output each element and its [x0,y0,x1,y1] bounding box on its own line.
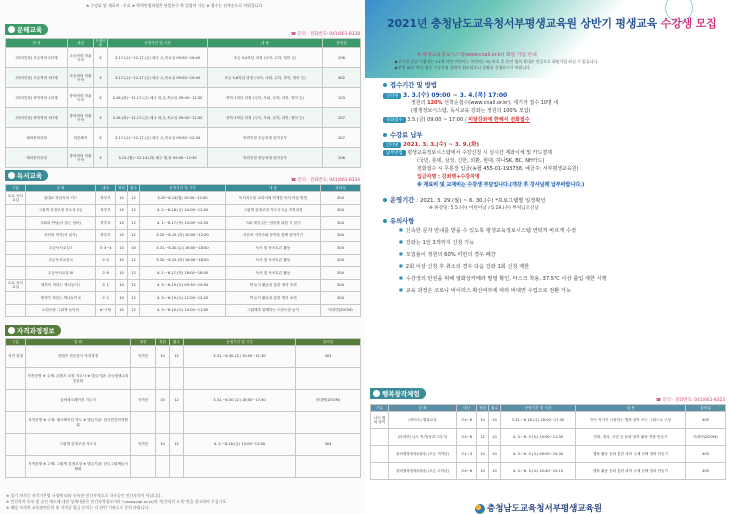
table-cell [170,456,184,478]
table-cell: 207 [323,128,361,148]
page-title: 2021년 충청남도교육청서부평생교육원 상반기 평생교육 수강생 모집 [387,17,717,30]
table-cell: 자격증 [131,346,156,368]
table-cell: 10 [116,254,128,267]
table-cell: 초4~6 [457,412,477,429]
table-cell: 열대로 학습독서 키드 [26,192,96,205]
table-cell: 토요 독서 교실 [6,279,26,292]
column-header: 대상 [131,339,156,346]
table-row [6,292,361,305]
table-cell: 책 놀이 활동을 통한 생각 표현 [226,279,321,292]
column-header: 운영기간 및 시간 [501,405,576,412]
table-cell: 그림책 감정코칭 지도사 2급 [26,204,96,217]
table-cell: 시와의 만남(시 읽는 엄마) [26,217,96,230]
cert-table [5,338,361,478]
note-item: ■ 강좌는 1인 3개까지 신청 가능 [399,239,474,246]
table-cell [6,242,26,255]
table-cell [131,368,156,390]
section-title: 자격과정정보 [17,326,55,335]
table-cell: 초등 5,6학년 과정 (국어, 사회, 수학, 과학, 영어 등) [208,68,323,88]
table-cell: 304 [321,204,361,217]
table-cell: 10 [156,434,170,456]
table-cell: 4. 2.~6.18.(금) 10:00~12:00 [184,434,296,456]
table-cell: 12 [170,434,184,456]
table-cell: 304 [321,229,361,242]
note-item: ■ 교육 과정은 코로나 바이러스 확산여부에 따라 비대면 수업으로 전환 가능 [399,287,571,294]
table-cell: 10 [489,429,501,446]
table-cell: 12 [128,254,140,267]
table-cell: 304 [321,242,361,255]
table-header [6,339,361,346]
column-header: 정원 [116,185,128,192]
section-title: 행복창작체험 [382,389,420,398]
table-cell: 10 [489,463,501,480]
table-cell: 3.15.(월)~12.14.(화) 매주 월,화 09:00~12:30 [108,148,208,168]
table-cell: 독서 및 독서토론 활동 [226,242,321,255]
table-cell: 10 [116,279,128,292]
table-cell: 학력인정 초등과정 한자공부 [208,128,323,148]
table-cell: 그림책 감정코칭 지도사 2급 자격과정 [226,204,321,217]
table-cell [6,292,26,305]
table-cell: 5 [94,148,108,168]
table-cell: 10 [477,412,489,429]
table-cell: 12 [170,346,184,368]
tag-phone: 전화접수 [383,117,406,123]
table-cell: 12 [128,304,140,317]
table-cell: 3.30.~6.15.(화) 16:00~18:00 [140,254,226,267]
table-cell: 비대면(ZOOM) [296,390,361,412]
table-cell [371,446,389,463]
table-row [371,412,726,429]
inquiry-phone: ☎ 문의 · 전화번호: 041)661-8328 [290,32,360,37]
table-cell: 10 [116,267,128,280]
table-cell: 자격증명 ※ 주제: 레크레이션 지도 ※ 발급기관: 한국민간자격협회 [26,412,131,434]
table-cell: 초등독서교실 III [26,267,96,280]
table-row [6,279,361,292]
section-period: 운영기간 : 2021. 3. 29.(월) ~ 6. 30.(수) *프로그램별 일정확인 [383,195,546,204]
table-cell: 10 [156,390,170,412]
table-cell: 3.17.(수)~12.17.(금) 매주 수,목요일 09:00~12:30 [108,128,208,148]
table-cell: 12 [128,292,140,305]
table-row [6,346,361,368]
table-row [6,88,361,108]
table-cell: 12 [128,217,140,230]
column-header: 대상 [457,405,477,412]
table-cell: 3.31.~6.30.(수) 16:00~17:30 [184,390,296,412]
table-cell: 초 2 [96,292,116,305]
table-cell [6,390,26,412]
circle-icon [8,172,15,179]
table-cell: 12 [128,267,140,280]
table-cell: 시와 세상 읽는 엄마를 위한 시 읽기 [226,217,321,230]
table-cell: 독서 및 독서토론 활동 [226,254,321,267]
table-cell: 그림책 감정코칭 지도사 [26,434,131,456]
apply-date: 3. 3.(수) 09:00 ~ 3. 4.(목) 17:00 [403,92,508,99]
table-cell: 생각이 자라는 책나들이 I [26,279,96,292]
table-cell: 10 [489,446,501,463]
table-cell: 15 [116,217,128,230]
column-header: 내 용 [576,405,686,412]
table-cell: 10 [116,304,128,317]
column-header: 내 용 [208,39,323,48]
table-cell: (비대면) 나도 작가(동화그리기) [389,429,457,446]
right-page: 2021년 충청남도교육청서부평생교육원 상반기 평생교육 수강생 모집 ※ 평생교육정보시스템(www.cnall.or.kr) 회원 가입 안내 ▶로그인 신규 이용자는 14세 미만 어린이는 어린이(~R) 보호 후 본인 명의 휴대폰 인증으로 회원가입 하실 수 있습니다. ▶본인 ID가 아닌 경우 수강신청 강좌가 취소되오니 강좌를 신청하시기 바랍니다. 접수기간 및 방법 인터넷 3. 3.(수) 09:00 ~ 3. 4.(목) 17:00 정원의 120% 선착순접수(www.cnall.or.kr), 대기자 접수 10명 내 (평생정보시스템, 독서교육 강좌는 정원의 100% 모집) 전화접수 3.5.(금) 09:00 ~ 17:00 / 미달강좌에 한해서 전화접수 수강료 납부 인터넷 2021. 3. 3.(수) ~ 3. 9.(화) 납부방법 평생교육정보시스템에서 수강신청 시 실시간 계좌이체 및 카드결제 (국민, 롯데, 삼성, 신한, 외환, 현대, 하나SK, BC, NH카드) 전화접수 시 무통장 입금(농협 455-01-193738, 예금주: 서부평생교육원) 입금자명 : 강좌명+수강자명 ※ 재료비 및 교재비는 수강생 부담입니다.(개강 후 강사님께 납부바랍니다.) 운영기간 : 2021. 3. 29.(월) ~ 6. 30.(수) *프로그램별 일정확인 ※ 휴강일: 5.5.(수) 어린이날 / 5.19.(수) 부처님오신날 유의사항 ■ 신속한 문자 안내를 받을 수 있도록 평생교육정보시스템 연락처 바르게 수정 ■ 강좌는 1인 3개까지 신청 가능 ■ 모집율이 정원의 60% 미만의 경우 폐강 ■ 2회 이상 신청 후 취소의 경우 다음 강좌 1회 신청 제한 ■ 수강생의 안전을 위해 열화상카메라 발열 확인, 마스크 착용, 37.5℃ 이상 출입 제한 시행 ■ 교육 과정은 코로나 바이러스 확산여부에 따라 비대면 수업으로 전환 가능 행복창작체험 ☎ 문의 · 전화번호: 041)661-8323 구분 강 좌 대상 정원 횟수 운영기간 및 시간 내 용 강의실 나도 행복 창작 (바이오) 행복교실 초4~6 10 10 3.31.~6.16.(수) 16:00~17:30 만든 작가가 사용하는 행복 창작 쓰는 그림으로 구성 405 (비대면) 나도 작가(동화그리기) 초4~6 12 10 4. 3.~6. 5.(토) 10:00~11:30 만화, 영상, 사진 등 문화 창작 활용 작품 만들기 비대면(ZOOM) 창의행복영화(테마) (초등 저학년) 초1~3 10 10 4. 3.~6. 5.(토) 09:00~10:30 행복 활동 동화 통한 과학 주제 선택 영화 만들기 405 창의행복영화(테마) (초등 고학년) 초4~6 10 10 4. 3.~6. 5.(토) 10:40~12:10 행복 활동 동화 통한 과학 주제 선택 영화 만들기 405 충청남도교육청서부평생교육원 [365,0,730,514]
tag-internet: 인터넷 [383,93,401,99]
column-header: 내 용 [226,185,321,192]
table-cell: 203 [323,88,361,108]
table-cell [184,368,296,390]
table-cell: (바이오) 행복교실 [389,412,457,429]
table-cell: 초4~6 [457,429,477,446]
table-cell: 중학 1학년 과정 (국어, 사회, 수학, 과학, 영어 등) [208,88,323,108]
section-literacy-header [5,24,48,34]
table-cell [371,429,389,446]
table-cell: 비대면(ZOOM) [321,304,361,317]
table-cell: 실버레크레이션 지도사 [26,390,131,412]
table-cell [131,412,156,434]
table-cell: 10 [128,242,140,255]
table-cell: 402 [323,68,361,88]
table-cell: 304 [321,192,361,205]
column-header: 정원 [156,339,170,346]
column-header: 구분 [6,185,26,192]
table-cell: 5 [94,128,108,148]
table-cell: 초등독서교실 I [26,242,96,255]
table-row [6,242,361,255]
table-cell [184,412,296,434]
table-cell: 자격증 [131,390,156,412]
column-header: 과 정 [6,39,68,48]
table-cell: 4. 1.~6.17.(목) 10:00~12:00 [140,217,226,230]
circle-icon [373,390,380,397]
table-cell: 304 [321,292,361,305]
table-cell [6,217,26,230]
table-cell: 405 [686,412,726,429]
table-cell [6,229,26,242]
table-cell: 행복 활동 동화 통한 과학 주제 선택 영화 만들기 [576,446,686,463]
table-cell: (학력인정) 초등학력 3단계 [6,68,68,88]
table-cell: 토요 독서교실 [6,192,26,205]
table-cell [184,456,296,478]
table-cell [156,368,170,390]
table-cell: 15 [116,192,128,205]
column-header: 모집인원 [95,39,106,48]
table-cell [156,412,170,434]
footnote: ※ 해당 자격의 교육관련문의 및 자격증 발급 문의는 각 관련 기관으로 문의 바랍니다. [6,505,150,510]
section-payment: 수강료 납부 [383,130,423,139]
column-header: 횟수 [128,185,140,192]
circle-icon [8,26,15,33]
table-cell: 12 [128,279,140,292]
table-cell: 예비중학과정 [6,148,68,168]
table-cell [6,254,26,267]
table-cell: 304 [321,279,361,292]
table-cell: 206 [323,48,361,68]
table-cell [6,456,26,478]
table-row [6,456,361,478]
table-cell: 비대면(ZOOM) [686,429,726,446]
table-cell: 서산의 작가(서 읽기) [26,229,96,242]
table-cell [296,456,361,478]
table-cell: 10 [116,242,128,255]
column-header: 정원 [477,405,489,412]
table-header [6,39,361,48]
top-note: ※ 수강료 및 재료비 : 무료 ※ 학력인정과정은 단일본수 학 일정이 가능 ※ 접수는 선착순으로 이뤄집니다 [86,3,263,8]
table-cell [6,304,26,317]
table-cell: 207 [323,108,361,128]
table-row [371,446,726,463]
table-cell: 4. 3.~6. 5.(토) 10:40~12:10 [501,463,576,480]
table-cell: 학부모 [96,204,116,217]
table-cell: 학력인정 중등과정 한자공부 [208,148,323,168]
column-header: 대상 [96,185,116,192]
table-cell: 3.31.~6.30.(수) 10:00~11:30 [184,346,296,368]
table-row [6,304,361,317]
table-cell: 3.16.(화)~12.17.(금) 매주 화,수,목요일 09:00~12:30 [108,88,208,108]
reading-table [5,184,361,317]
column-header: 횟수 [489,405,501,412]
table-cell: 3.20~6.14(월) 10:00~12:00 [140,192,226,205]
table-cell: 12 [128,204,140,217]
table-cell: 만화, 영상, 사진 등 문화 창작 활용 작품 만들기 [576,429,686,446]
table-row [6,412,361,434]
table-cell: 4. 3.~6. 5.(토) 10:00~11:30 [501,429,576,446]
column-header: 강의실 [321,185,361,192]
table-cell: 중학학력 미취득자 [68,108,94,128]
table-cell: 3.16.(화)~12.17.(금) 매주 화,수,목요일 09:00~12:30 [108,108,208,128]
table-cell: 독서지도를 교과서에 연계한 독서 학습 방법 [226,192,321,205]
table-cell: 만든 작가가 사용하는 행복 창작 쓰는 그림으로 구성 [576,412,686,429]
table-cell: 자격 과정 [6,346,26,368]
table-cell: 생각이 자라는 책나들이 II [26,292,96,305]
table-cell: 초 6 [96,267,116,280]
table-cell: 4. 3.~6.19.(토) 09:30~10:50 [140,279,226,292]
table-cell: 나도 행복 창작 [371,412,389,429]
table-cell: 그림책과 함께하는 도란도란 놀이 [226,304,321,317]
circle-icon [8,327,15,334]
table-cell: 행복 활동 동화 통한 과학 주제 선택 영화 만들기 [576,463,686,480]
table-header [6,185,361,192]
table-cell: 서산의 지역사와 문학을 함께 알아가기 [226,229,321,242]
table-cell [6,267,26,280]
note-item: ■ 신속한 문자 안내를 받을 수 있도록 평생교육정보시스템 연락처 바르게 수정 [399,227,576,234]
table-cell: 자격증명 ※ 주제: 콘텐츠 코칭 지도사 ※ 발급기관: 한국평생교육진흥원 [26,368,131,390]
table-cell: 컨텐츠 전문강사 자격과정 [26,346,131,368]
column-header: 운영기간 및 시간 [184,339,296,346]
table-cell: 4. 3.~6.19.(토) 11:00~12:20 [140,292,226,305]
table-cell: 12 [477,429,489,446]
column-header: 강 좌 [26,185,96,192]
column-header: 강의실 [686,405,726,412]
table-row [6,128,361,148]
table-cell: 초4~6 [457,463,477,480]
note-item: ■ 2회 이상 신청 후 취소의 경우 다음 강좌 1회 신청 제한 [399,263,529,270]
table-cell: 창의행복영화(테마) (초등 저학년) [389,446,457,463]
table-cell: 예비중학과정 [6,128,68,148]
column-header: 강의실 [323,39,361,48]
column-header: 운영기간 및 시간 [108,39,208,48]
table-row [6,434,361,456]
table-cell: 4. 3.~6.19.(토) 10:00~11:00 [140,304,226,317]
table-row [6,148,361,168]
table-cell: 중학학력 미취득자 [68,148,94,168]
table-cell: 5 [94,88,108,108]
table-cell: (학력인정) 중학학력 1단계 [6,88,68,108]
inquiry-phone: ☎ 문의 · 전화번호: 041)661-8334 [290,178,360,183]
table-cell: (학력인정) 초등학력 2단계 [6,48,68,68]
table-row [6,267,361,280]
table-cell: 403 [296,346,361,368]
section-title: 문해교육 [17,25,43,34]
table-cell [131,456,156,478]
table-cell: 4. 1.~6.17.(목) 16:00~18:00 [140,267,226,280]
section-cert-header [5,325,61,335]
section-creative-header [370,388,426,398]
table-cell: 304 [321,267,361,280]
note-item: ■ 수강생의 안전을 위해 열화상카메라 발열 확인, 마스크 착용, 37.5℃ 이상 출입 제한 시행 [399,275,607,282]
table-row [6,217,361,230]
table-cell: 5 [94,48,108,68]
table-cell: 자격증 [131,434,156,456]
table-cell: 초등학력 미취득자 [68,68,94,88]
table-cell: 304 [296,434,361,456]
table-cell [6,434,26,456]
table-cell: 도란도란 그림책 놀이터 [26,304,96,317]
table-cell: 10 [156,346,170,368]
column-header: 구분 [6,339,26,346]
table-cell: 학부모 [96,229,116,242]
table-cell [371,463,389,480]
section-notes: 유의사항 [383,216,414,225]
table-cell: 10 [477,446,489,463]
table-cell: 4. 2.~6.18.(금) 10:00~12:00 [140,204,226,217]
apply-note: (평생정보시스템, 독서교육 강좌는 정원의 100% 모집) [411,108,531,114]
table-cell: 206 [323,148,361,168]
table-cell: 3.17.(수)~12.17.(금) 매주 수,목요일 09:00~10:40 [108,48,208,68]
bullet: ▶로그인 신규 이용자는 14세 미만 어린이는 어린이(~R) 보호 후 본인 명의 휴대폰 인증으로 회원가입 하실 수 있습니다. [395,59,599,64]
table-cell: 12 [170,390,184,412]
table-cell: 10 [477,463,489,480]
column-header: 운영기간 및 시간 [140,185,226,192]
table-cell: 초 5 [96,254,116,267]
column-header: 강의실 [296,339,361,346]
table-cell: 초 3~4 [96,242,116,255]
table-cell: 책 놀이 활동을 통한 생각 표현 [226,292,321,305]
table-cell: 초 1 [96,279,116,292]
note-item: ■ 모집율이 정원의 60% 미만의 경우 폐강 [399,251,496,258]
table-cell: 10 [116,292,128,305]
table-row [6,229,361,242]
footnote: ※ 민간자격 등록 및 공인 제도에 대한 상세내용은 민간자격정보서비스(www.pqi.or.kr)의 '민간자격 소개' 란을 참고하여 주십시오. [6,499,228,504]
table-cell: (학력인정) 중학학력 3단계 [6,108,68,128]
column-header: 강 좌 [389,405,457,412]
table-cell: 초등학력 미취득자 [68,48,94,68]
table-cell [296,368,361,390]
inquiry-phone: ☎ 문의 · 전화번호: 041)661-8323 [655,398,725,403]
table-cell: 학부모 [96,217,116,230]
footnote: ※ 상기 자격증 자격기본법 규정에 따라 등록한 민간자격으로 국가공인 민간자격이 아닙니다. [6,493,162,498]
org-logo: 충청남도교육청서부평생교육원 [475,502,602,514]
table-cell [296,412,361,434]
table-cell: 초등독서교실 II [26,254,96,267]
table-cell [6,204,26,217]
table-cell [170,368,184,390]
table-row [6,254,361,267]
table-row [371,463,726,480]
table-cell: 15 [116,204,128,217]
table-row [6,108,361,128]
table-cell [6,412,26,434]
table-cell: 독서 및 독서토론 활동 [226,267,321,280]
table-cell: 3.20.~6.15.(화) 10:00~12:00 [140,229,226,242]
table-cell: 중학 3학년 과정 (국어, 사회, 수학, 과학, 영어 등) [208,108,323,128]
column-header: 강 좌 [26,339,131,346]
table-row [6,192,361,205]
literacy-table [5,38,361,168]
table-cell: 초1~3 [457,446,477,463]
table-cell: 10 [489,412,501,429]
table-row [6,368,361,390]
table-row [6,68,361,88]
section-title: 독서교육 [17,171,43,180]
table-row [6,48,361,68]
table-cell: 5 [94,108,108,128]
table-cell: 405 [686,446,726,463]
table-cell: 중학학력 미취득자 [68,88,94,108]
table-cell: 12 [128,192,140,205]
table-row [371,429,726,446]
site-note: ※ 평생교육정보시스템(www.cnall.or.kr) 회원 가입 안내 [417,53,537,58]
table-cell: 6~7세 [96,304,116,317]
table-cell: 304 [321,217,361,230]
table-cell: 3.31.~6.30.(수) 16:00~18:00 [140,242,226,255]
table-cell: 자격증명 ※ 주제: 그림책 감정코칭 ※ 발급기관: 한국그림책놀이협회 [26,456,131,478]
table-cell: 12 [128,229,140,242]
section-reading-header [5,170,48,180]
column-header: 대상 [68,39,94,48]
table-cell: 304 [321,254,361,267]
creative-table [370,404,726,480]
table-cell: 3.31.~6.16.(수) 16:00~17:30 [501,412,576,429]
table-cell [156,456,170,478]
table-row [6,390,361,412]
section-apply: 접수기간 및 방법 [383,80,437,89]
table-cell: 4. 3.~6. 5.(토) 09:00~10:30 [501,446,576,463]
table-row [6,204,361,217]
table-cell: 405 [686,463,726,480]
table-cell [6,368,26,390]
table-cell: 창의행복영화(테마) (초등 고학년) [389,463,457,480]
column-header: 횟수 [170,339,184,346]
bullet: ▶본인 ID가 아닌 경우 수강신청 강좌가 취소되오니 강좌를 신청하시기 바랍니다. [395,65,532,70]
table-cell [170,412,184,434]
table-cell: 15 [116,229,128,242]
table-cell: 초등 3,4학년 과정 (국어, 수학, 영어 등) [208,48,323,68]
table-cell: 비문해자 [68,128,94,148]
table-cell: 5 [94,68,108,88]
table-header [371,405,726,412]
logo-icon [475,504,485,514]
column-header: 구분 [371,405,389,412]
table-cell: 학부모 [96,192,116,205]
table-cell: 3.17.(수)~12.17.(금) 매주 수,목요일 09:00~10:40 [108,68,208,88]
